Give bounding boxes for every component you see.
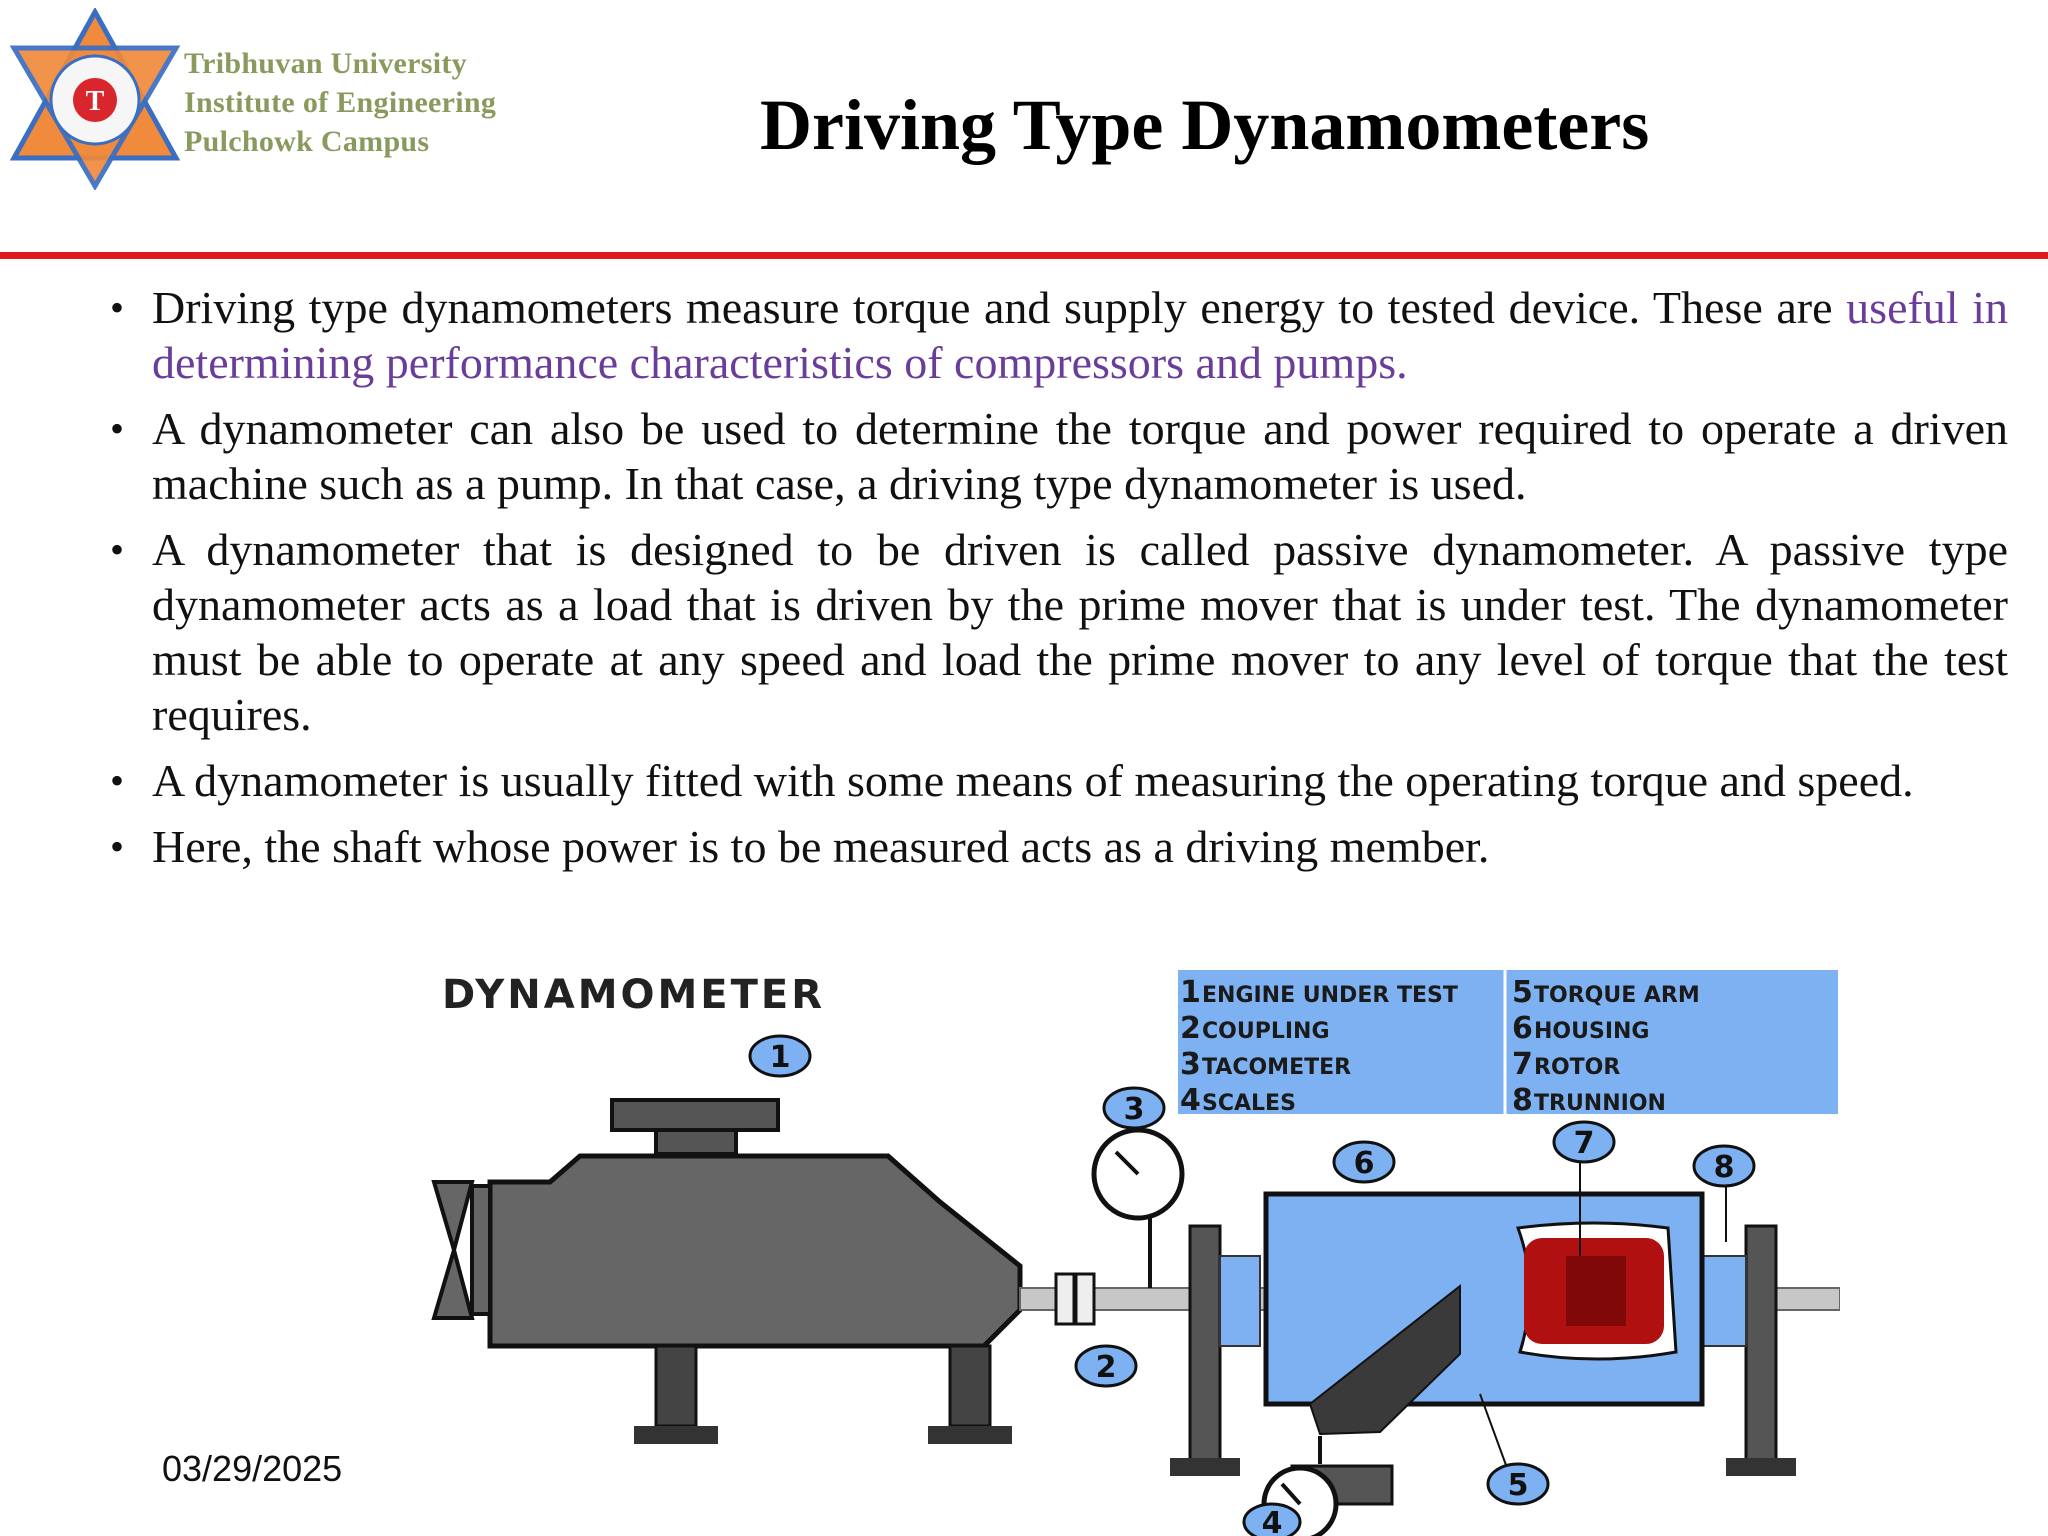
svg-text:7: 7 xyxy=(1573,1126,1595,1161)
bullet-dot: • xyxy=(110,527,125,572)
tachometer xyxy=(1094,1130,1182,1288)
dynamometer-diagram xyxy=(420,956,1840,1536)
institution-line: Institute of Engineering xyxy=(184,86,497,119)
legend-number: 8 xyxy=(1512,1083,1533,1118)
diagram-heading: DYNAMOMETER xyxy=(442,972,826,1018)
bullet-text: A dynamometer can also be used to determine the torque and power required to operate a driven machine such as a pump. In that case, a driving type dynamometer is used. xyxy=(152,403,2008,509)
bullet-item xyxy=(110,753,2008,808)
bullet-dot: • xyxy=(110,406,125,451)
university-logo xyxy=(6,8,184,190)
legend-label: ENGINE UNDER TEST xyxy=(1202,983,1458,1008)
bullet-dot: • xyxy=(110,824,125,869)
slide-title: Driving Type Dynamometers xyxy=(760,85,1650,165)
bullet-text: A dynamometer is usually fitted with some means of measuring the operating torque and speed. xyxy=(152,755,1914,806)
bullet-item xyxy=(110,280,2008,390)
legend-label: SCALES xyxy=(1202,1091,1296,1116)
legend-label: TACOMETER xyxy=(1202,1055,1352,1080)
bullet-text: Driving type dynamometers measure torque and supply energy to tested device. These are xyxy=(152,282,1847,333)
callout-1 xyxy=(750,1036,810,1076)
slide-header xyxy=(0,0,2048,258)
institution-line: Tribhuvan University xyxy=(184,47,467,80)
institution-line: Pulchowk Campus xyxy=(184,125,430,158)
legend-label: COUPLING xyxy=(1202,1019,1330,1044)
svg-text:5: 5 xyxy=(1507,1468,1529,1503)
svg-text:8: 8 xyxy=(1713,1150,1735,1185)
bullet-dot: • xyxy=(110,285,125,330)
callout-8 xyxy=(1694,1146,1754,1186)
svg-text:1: 1 xyxy=(769,1040,791,1075)
legend-label: ROTOR xyxy=(1534,1055,1621,1080)
legend-number: 5 xyxy=(1512,975,1533,1010)
header-divider xyxy=(0,252,2048,259)
bullet-dot: • xyxy=(110,758,125,803)
bullet-text: A dynamometer that is designed to be driven is called passive dynamometer. A passive type dynamometer acts as a load that is driven by the prime mover that is under test. The dynamometer must be able to operate at any speed and load the prime mover to any level of torque that the test requires. xyxy=(152,524,2008,740)
legend-number: 1 xyxy=(1180,975,1201,1010)
legend-number: 7 xyxy=(1512,1047,1533,1082)
engine-under-test xyxy=(434,1100,1020,1444)
svg-text:4: 4 xyxy=(1261,1506,1283,1536)
institution-name xyxy=(184,44,496,161)
svg-text:3: 3 xyxy=(1123,1092,1145,1127)
legend-label: HOUSING xyxy=(1534,1019,1650,1044)
bullet-text: Here, the shaft whose power is to be measured acts as a driving member. xyxy=(152,821,1490,872)
callout-3 xyxy=(1104,1088,1164,1128)
bullet-item xyxy=(110,401,2008,511)
legend-label: TRUNNION xyxy=(1534,1091,1666,1116)
callout-5 xyxy=(1488,1464,1548,1504)
slide-date: 03/29/2025 xyxy=(162,1448,343,1489)
bullet-item xyxy=(110,522,2008,742)
svg-text:6: 6 xyxy=(1353,1146,1375,1181)
callout-6 xyxy=(1334,1142,1394,1182)
bullet-list xyxy=(110,280,2008,885)
bullet-highlight-text: useful in determining performance characteristics of compressors and pumps. xyxy=(152,282,2008,388)
callout-2 xyxy=(1076,1346,1136,1386)
rotor xyxy=(1518,1223,1676,1359)
svg-text:2: 2 xyxy=(1095,1350,1117,1385)
legend-label: TORQUE ARM xyxy=(1534,983,1700,1008)
legend-number: 2 xyxy=(1180,1011,1201,1046)
bullet-item xyxy=(110,819,2008,874)
callout-4 xyxy=(1244,1504,1300,1536)
legend-number: 3 xyxy=(1180,1047,1201,1082)
coupling xyxy=(1056,1274,1094,1324)
diagram-legend xyxy=(1178,970,1838,1118)
legend-number: 6 xyxy=(1512,1011,1533,1046)
callout-7 xyxy=(1554,1122,1614,1162)
svg-text:T: T xyxy=(85,86,105,117)
legend-number: 4 xyxy=(1180,1083,1201,1118)
